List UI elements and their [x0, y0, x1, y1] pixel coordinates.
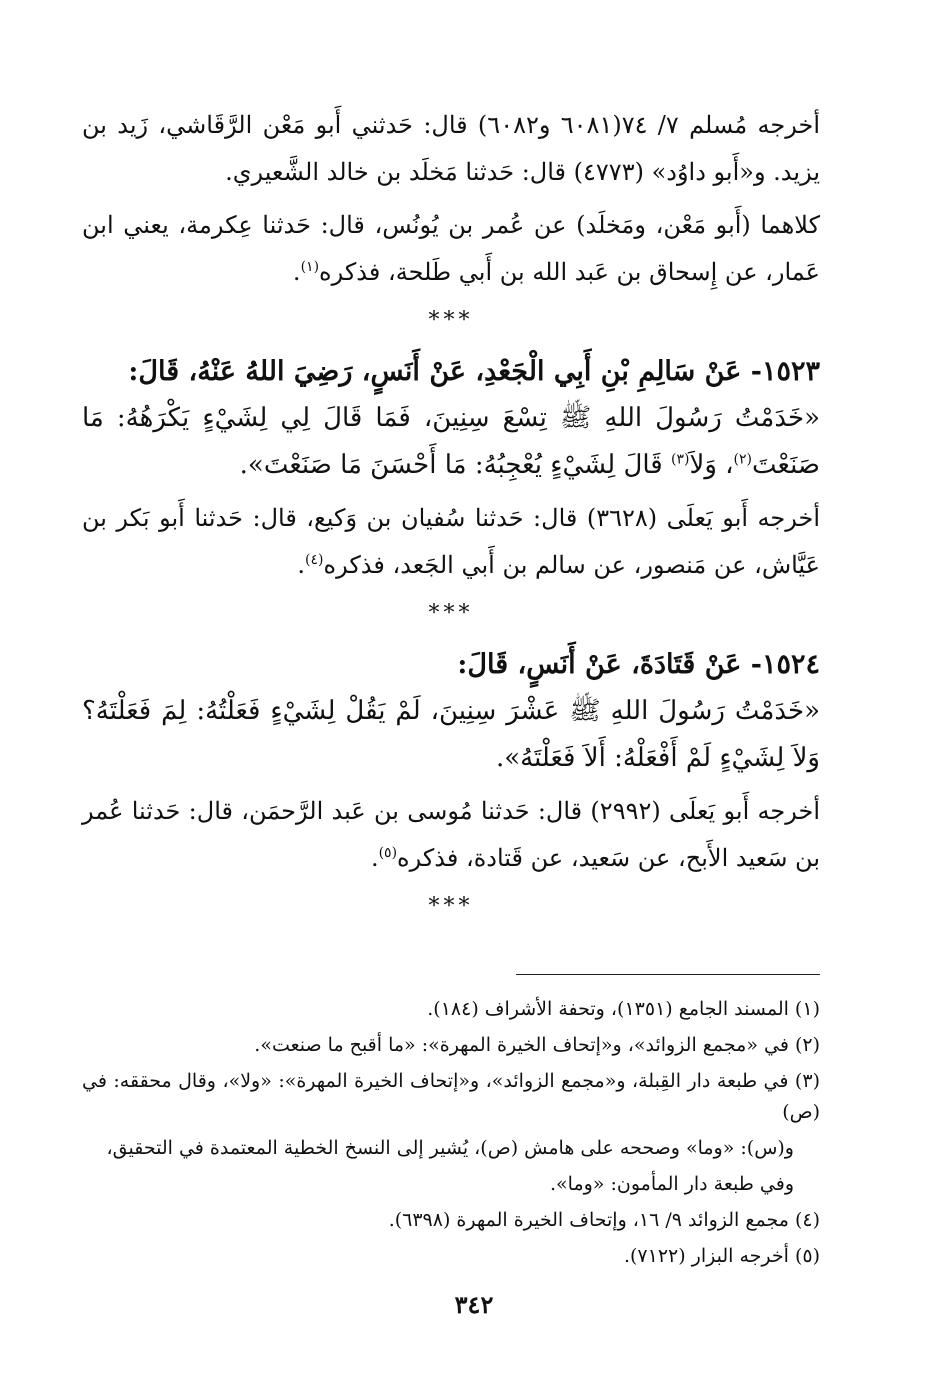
- takhrij-paragraph-1: [82, 102, 820, 196]
- hadith-number: ١٥٢٤-: [750, 649, 820, 680]
- takhrij-text: كلاهما (أَبو مَعْن، ومَخلَد) عن عُمر بن يُونُس، قال: حَدثنا عِكرمة، يعني ابن عَمار، عن إِسحاق بن عَبد الله بن أَبي طَلحة، فذكره: [82, 211, 820, 286]
- footnote-4: (٤) مجمع الزوائد ٩/ ١٦، وإتحاف الخيرة المهرة (٦٣٩٨).: [388, 1209, 820, 1231]
- footnotes-section: [82, 994, 820, 1277]
- takhrij-text: أخرجه أَبو يَعلَى (٢٩٩٢) قال: حَدثنا مُوسى بن عَبد الرَّحمَن، قال: حَدثنا عُمر بن سَعيد الأَبح، عن سَعيد، عن قَتادة، فذكره: [82, 797, 820, 872]
- hadith-heading-1524: [82, 641, 820, 688]
- section-separator: ***: [428, 308, 474, 333]
- section-separator: ***: [428, 601, 474, 626]
- takhrij-end: .: [370, 844, 379, 872]
- takhrij-paragraph-1524: [82, 788, 820, 882]
- footnote-divider: [516, 974, 820, 975]
- hadith-text-1523: [82, 395, 820, 489]
- takhrij-text: أخرجه مُسلم ٧/ ٧٤(٦٠٨١ و٦٠٨٢) قال: حَدثني أَبو مَعْن الرَّقَاشي، زَيد بن يزيد. و«أَبو داوُد» (٤٧٧٣) قال: حَدثنا مَخلَد بن خالد الشَّعيري.: [82, 111, 821, 186]
- takhrij-paragraph-1523: [82, 495, 820, 589]
- hadith-matn: ، وَلاَ: [689, 450, 734, 480]
- footnote-3-continued: وفي طبعة دار المأمون: «وما».: [550, 1173, 794, 1195]
- footnote-ref[interactable]: (٤): [305, 552, 324, 568]
- takhrij-text: أخرجه أَبو يَعلَى (٣٦٢٨) قال: حَدثنا سُفيان بن وَكيع، قال: حَدثنا أَبو بَكر بن عَيَّاش، عن مَنصور، عن سالم بن أَبي الجَعد، فذكره: [82, 504, 820, 579]
- footnote-ref[interactable]: (٣): [671, 451, 690, 468]
- hadith-heading-1523: [82, 348, 820, 395]
- takhrij-end: .: [297, 551, 306, 579]
- footnote-ref[interactable]: (٢): [733, 451, 752, 468]
- takhrij-end: .: [292, 258, 301, 286]
- takhrij-paragraph-2: [82, 202, 820, 296]
- hadith-number: ١٥٢٣-: [750, 356, 820, 387]
- footnote-3: (٣) في طبعة دار القِبلة، و«مجمع الزوائد»، و«إتحاف الخيرة المهرة»: «ولا»، وقال محققه: في (ص): [82, 1070, 820, 1123]
- footnote-1: (١) المسند الجامع (١٣٥١)، وتحفة الأشراف (١٨٤).: [427, 998, 820, 1020]
- section-separator: ***: [428, 894, 474, 919]
- footnote-3-continued: و(س): «وما» وصححه على هامش (ص)، يُشير إلى النسخ الخطية المعتمدة في التحقيق،: [106, 1137, 794, 1159]
- footnote-2: (٢) في «مجمع الزوائد»، و«إتحاف الخيرة المهرة»: «ما أقبح ما صنعت».: [254, 1034, 820, 1056]
- main-text: [82, 102, 820, 934]
- page-number: ٣٤٢: [454, 1290, 494, 1319]
- hadith-matn: «خَدَمْتُ رَسُولَ اللهِ ﷺ تِسْعَ سِنِينَ، فَمَا قَالَ لِي لِشَيْءٍ يَكْرَهُهُ: مَا صَنَعْتَ: [82, 403, 820, 480]
- hadith-text-1524: [82, 688, 820, 782]
- hadith-isnad: عَنْ قَتَادَةَ، عَنْ أَنَسٍ، قَالَ:: [457, 649, 742, 680]
- hadith-matn: «خَدَمْتُ رَسُولَ اللهِ ﷺ عَشْرَ سِنِينَ، لَمْ يَقُلْ لِشَيْءٍ فَعَلْتُهُ: لِمَ فَعَلْتَهُ؟ وَلاَ لِشَيْءٍ لَمْ أَفْعَلْهُ: أَلاَ فَعَلْتَهُ».: [82, 696, 820, 773]
- footnote-ref[interactable]: (٥): [378, 845, 398, 861]
- footnote-5: (٥) أخرجه البزار (٧١٢٢).: [623, 1245, 820, 1267]
- hadith-isnad: عَنْ سَالِمِ بْنِ أَبِي الْجَعْدِ، عَنْ أَنَسٍ، رَضِيَ اللهُ عَنْهُ، قَالَ:: [128, 356, 742, 387]
- footnote-ref[interactable]: (١): [300, 259, 320, 275]
- hadith-matn: قَالَ لِشَيْءٍ يُعْجِبُهُ: مَا أَحْسَنَ مَا صَنَعْتَ».: [239, 450, 672, 480]
